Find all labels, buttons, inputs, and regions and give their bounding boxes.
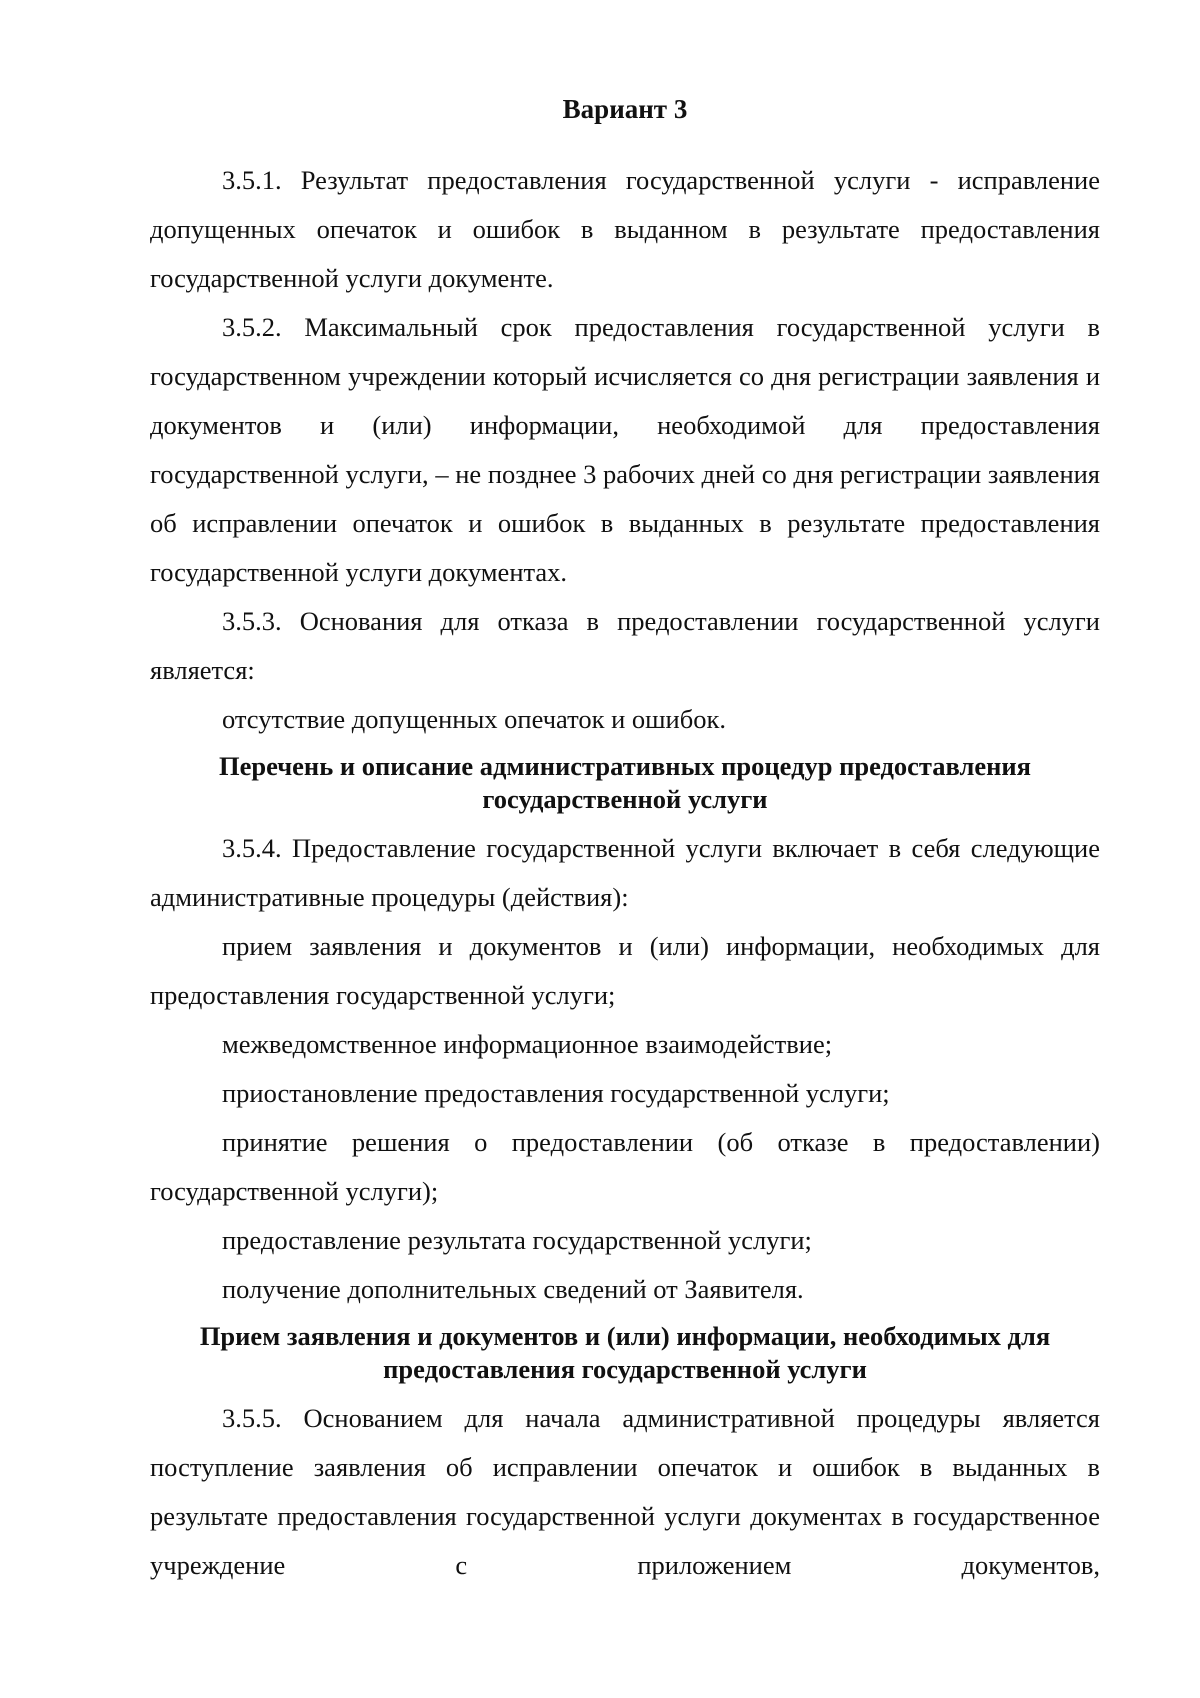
section-heading-procedures	[150, 750, 1100, 816]
section-heading-application-intake-line2: предоставления государственной услуги	[383, 1354, 867, 1384]
section-heading-procedures-line2: государственной услуги	[482, 784, 768, 814]
procedure-item: приостановление предоставления государственной услуги;	[222, 1078, 890, 1108]
paragraph-3-5-5: 3.5.5. Основанием для начала административной процедуры является поступление заявления об исправлении опечаток и ошибок в выданных в результате предоставления государственной услуги документах в государственное учреждение с приложением документов,	[150, 1403, 1100, 1580]
procedure-item: межведомственное информационное взаимодействие;	[222, 1029, 833, 1059]
paragraph-3-5-2: 3.5.2. Максимальный срок предоставления государственной услуги в государственном учреждении который исчисляется со дня регистрации заявления и документов и (или) информации, необходимой для предоставления государственной услуги, – не позднее 3 рабочих дней со дня регистрации заявления об исправлении опечаток и ошибок в выданных в результате предоставления государственной услуги документах.	[150, 312, 1100, 587]
paragraph-3-5-4: 3.5.4. Предоставление государственной услуги включает в себя следующие административные процедуры (действия):	[150, 833, 1100, 912]
paragraph-refusal-reason: отсутствие допущенных опечаток и ошибок.	[222, 704, 726, 734]
section-heading-application-intake	[150, 1320, 1100, 1386]
procedure-item: предоставление результата государственной услуги;	[222, 1225, 812, 1255]
paragraph-3-5-3: 3.5.3. Основания для отказа в предоставлении государственной услуги является:	[150, 606, 1100, 685]
section-heading-application-intake-line1: Прием заявления и документов и (или) информации, необходимых для	[199, 1321, 1051, 1351]
procedure-item: прием заявления и документов и (или) информации, необходимых для предоставления государственной услуги;	[150, 931, 1100, 1010]
section-heading-procedures-line1: Перечень и описание административных процедур предоставления	[219, 751, 1031, 781]
document-page	[150, 92, 1100, 1590]
procedure-item: принятие решения о предоставлении (об отказе в предоставлении) государственной услуги);	[150, 1127, 1100, 1206]
paragraph-3-5-1: 3.5.1. Результат предоставления государственной услуги - исправление допущенных опечаток и ошибок в выданном в результате предоставления государственной услуги документе.	[150, 165, 1100, 293]
page-title: Вариант 3	[562, 94, 688, 124]
procedure-item: получение дополнительных сведений от Заявителя.	[222, 1274, 804, 1304]
